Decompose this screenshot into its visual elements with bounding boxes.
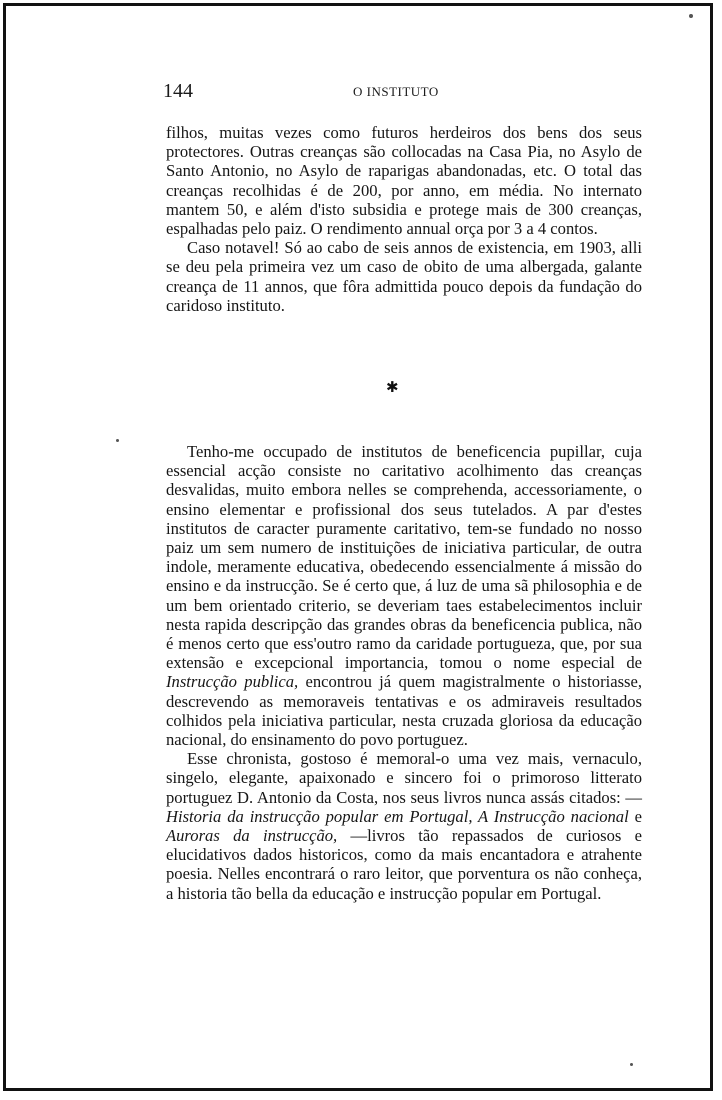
italic-book-titles: Historia da instrucção popular em Portugal, A Instrucção nacional	[166, 806, 629, 826]
speck	[630, 1063, 633, 1066]
paragraph-text: Tenho-me occupado de institutos de beneficencia pupillar, cuja essencial acção consiste no caritativo acolhimento das creanças desvalidas, muito embora nelles se comprehenda, accessoriamente, o ensino elementar e profissional dos seus tutelados. A par d'estes institutos de caracter puramente caritativo, tem-se fundado no nosso paiz um sem numero de instituições de iniciativa particular, de outra indole, meramente educativa, obedecendo essencialmente á missão do ensino e da instrucção. Se é certo que, á luz de uma sã philosophia e de um bem orientado criterio, se deveriam taes estabelecimentos incluir nesta rapida descripção das grandes obras da beneficencia publica, não é menos certo que ess'outro ramo da caridade portugueza, que, por sua extensão e excepcional importancia, tomou o nome especial de	[166, 442, 642, 673]
text-block-bottom	[166, 442, 642, 903]
paragraph-text: Esse chronista, gostoso é memoral-o uma vez mais, vernaculo, singelo, elegante, apaixonado e sincero foi o primoroso litterato portuguez D. Antonio da Costa, nos seus livros nunca assás citados: —	[166, 749, 642, 807]
paragraph-chronista	[166, 749, 642, 903]
speck	[116, 439, 119, 442]
page-header	[163, 78, 643, 108]
book-page	[3, 3, 713, 1091]
paragraph-continued: filhos, muitas vezes como futuros herdeiros dos bens dos seus protectores. Outras creanças são collocadas na Casa Pia, no Asylo de Santo Antonio, no Asylo de raparigas abandonadas, etc. O total das creanças recolhidas é de 200, por anno, em média. No internato mantem 50, e além d'isto subsidia e protege mais de 300 creanças, espalhadas pelo paiz. O rendimento annual orça por 3 a 4 contos.	[166, 123, 642, 239]
italic-title-instruccao-publica: Instrucção publica,	[166, 672, 299, 692]
page-number: 144	[163, 80, 193, 102]
italic-book-title-auroras: Auroras da instrucção,	[166, 826, 338, 846]
section-divider-asterisk-icon: ✱	[386, 378, 399, 396]
paragraph-institutos	[166, 442, 642, 749]
conjunction-text: e	[634, 806, 642, 826]
paragraph-text: encontrou já quem magistralmente o historiasse, descrevendo as memoraveis tentativas e os admiraveis resultados colhidos pela iniciativa particular, nesta cruzada gloriosa da educação nacional, do ensinamento do povo portuguez.	[166, 672, 643, 750]
paragraph-text: —livros tão repassados de curiosos e elucidativos dados historicos, como da mais encantadora e atrahente poesia. Nelles encontrará o raro leitor, que porventura os não conheça, a historia tão bella da educação e instrucção popular em Portugal.	[166, 826, 643, 903]
running-title: O INSTITUTO	[353, 84, 439, 99]
speck	[689, 14, 693, 18]
text-block-top	[166, 123, 642, 315]
paragraph-caso-notavel: Caso notavel! Só ao cabo de seis annos de existencia, em 1903, alli se deu pela primeira vez um caso de obito de uma albergada, galante creança de 11 annos, que fôra admittida pouco depois da fundação do caridoso instituto.	[166, 238, 642, 315]
